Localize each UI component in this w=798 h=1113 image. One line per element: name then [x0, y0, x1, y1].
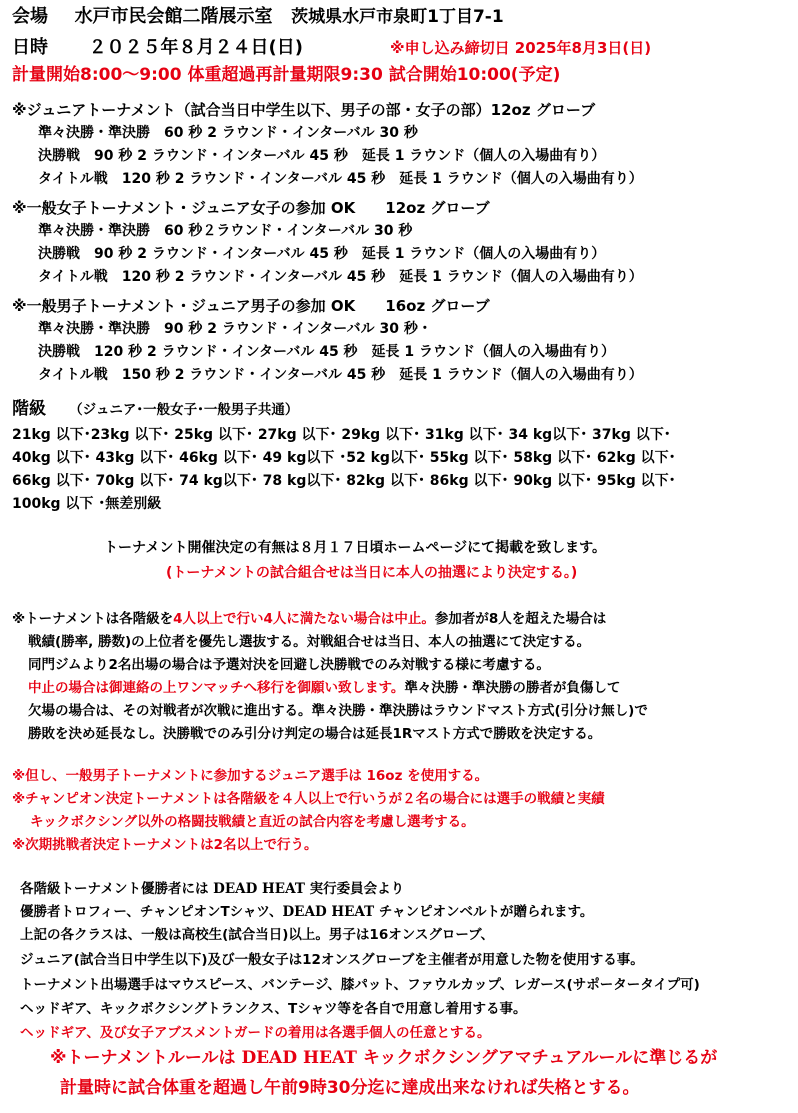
awards-line: 上記の各クラスは、一般は高校生(試合当日)以上。男子は16オンスグローブ、: [20, 927, 495, 943]
tournament-men-row: 準々決勝・準決勝 90 秒 2 ラウンド・インターバル 30 秒・: [38, 321, 432, 337]
venue-name: 水戸市民会館二階展示室: [74, 6, 273, 27]
awards-line: [20, 883, 404, 897]
weight-classes-line: 21kg 以下･23kg 以下･ 25kg 以下･ 27kg 以下･ 29kg 以下･ 31kg 以下･ 34 kg以下･ 37kg 以下･: [12, 427, 671, 443]
brand-name: DEAD HEAT: [241, 1048, 357, 1068]
awards-text: 優勝者トロフィー、チャンピオンTシャツ、: [20, 904, 283, 920]
final-rule-line: [50, 1050, 717, 1067]
tournament-junior-row: 準々決勝・準決勝 60 秒 2 ラウンド・インターバル 30 秒: [38, 125, 418, 141]
date-row: [12, 39, 303, 57]
final-text: ※トーナメントルールは: [50, 1048, 242, 1068]
note-line: ※但し、一般男子トーナメントに参加するジュニア選手は 16oz を使用する。: [12, 768, 489, 784]
rule-line: 同門ジムより2名出場の場合は予選対決を回避し決勝戦でのみ対戦する様に考慮する。: [28, 657, 550, 673]
awards-line: ジュニア(試合当日中学生以下)及び一般女子は12オンスグローブを主催者が用意した物を使用する事。: [20, 952, 644, 968]
rule-text: ※トーナメントは各階級を: [12, 611, 174, 627]
note-line: キックボクシング以外の格闘技戦績と直近の試合内容を考慮し選考する。: [30, 814, 475, 830]
weight-classes-note: （ジュニア･一般女子･一般男子共通）: [69, 402, 299, 418]
announcement-draw-note: (トーナメントの試合組合せは当日に本人の抽選により決定する。): [166, 565, 578, 581]
awards-line: トーナメント出場選手はマウスピース、バンテージ、膝パット、ファウルカップ、レガース(サポータータイプ可): [20, 977, 700, 993]
schedule: 計量開始8:00～9:00 体重超過再計量期限9:30 試合開始10:00(予定): [12, 65, 561, 85]
tournament-junior-row: タイトル戦 120 秒 2 ラウンド・インターバル 45 秒 延長 1 ラウンド（個人の入場曲有り）: [38, 171, 643, 187]
awards-text: チャンピオンベルトが贈られます。: [374, 904, 594, 920]
weight-classes-line: 66kg 以下･ 70kg 以下･ 74 kg以下･ 78 kg以下･ 82kg 以下･ 86kg 以下･ 90kg 以下･ 95kg 以下･: [12, 473, 676, 489]
awards-optional-gear: ヘッドギア、及び女子アブスメントガードの着用は各選手個人の任意とする。: [20, 1025, 491, 1041]
tournament-junior-row: 決勝戦 90 秒 2 ラウンド・インターバル 45 秒 延長 1 ラウンド（個人の入場曲有り）: [38, 148, 606, 164]
rule-line: 欠場の場合は、その対戦者が次戦に進出する。準々決勝・準決勝はラウンドマスト方式(引分け無し)で: [28, 703, 648, 719]
awards-line: ヘッドギア、キックボクシングトランクス、Tシャツ等を各自で用意し着用する事。: [20, 1001, 527, 1017]
venue-label: 会場: [12, 6, 48, 27]
tournament-women-row: タイトル戦 120 秒 2 ラウンド・インターバル 45 秒 延長 1 ラウンド（個人の入場曲有り）: [38, 269, 643, 285]
rule-line: [12, 613, 606, 627]
brand-name: DEAD HEAT: [213, 881, 305, 897]
note-line: ※次期挑戦者決定トーナメントは2名以上で行う。: [12, 837, 318, 853]
rule-text: 準々決勝・準決勝の勝者が負傷して: [404, 680, 621, 696]
final-disqualify-line: 計量時に試合体重を超過し午前9時30分迄に達成出来なければ失格とする。: [60, 1078, 640, 1098]
tournament-women-row: 準々決勝・準決勝 60 秒２ラウンド・インターバル 30 秒: [38, 223, 413, 239]
venue-row: [12, 8, 504, 26]
tournament-women-title: ※一般女子トーナメント・ジュニア女子の参加 OK 12oz グローブ: [12, 199, 490, 217]
date-label: 日時: [12, 37, 48, 58]
note-line: ※チャンピオン決定トーナメントは各階級を４人以上で行いうが２名の場合には選手の戦績と実績: [12, 791, 605, 807]
venue-address: 茨城県水戸市泉町1丁目7-1: [291, 7, 504, 27]
awards-text: 実行委員会より: [304, 881, 405, 897]
deadline: ※申し込み締切日 2025年8月3日(日): [390, 39, 652, 57]
weight-classes-line: 100kg 以下 ･無差別級: [12, 496, 162, 512]
rule-cancel-note: 4人以上で行い4人に満たない場合は中止。: [173, 611, 435, 627]
weight-classes-label: 階級: [12, 399, 46, 419]
final-text: キックボクシングアマチュアルールに準じるが: [356, 1048, 718, 1068]
tournament-men-row: タイトル戦 150 秒 2 ラウンド・インターバル 45 秒 延長 1 ラウンド（個人の入場曲有り）: [38, 367, 643, 383]
tournament-junior-title: ※ジュニアトーナメント（試合当日中学生以下、男子の部・女子の部）12oz グローブ: [12, 101, 596, 119]
tournament-women-row: 決勝戦 90 秒 2 ラウンド・インターバル 45 秒 延長 1 ラウンド（個人の入場曲有り）: [38, 246, 606, 262]
date-value: ２０２５年８月２４日(日): [88, 37, 304, 58]
weight-classes-heading: [12, 401, 298, 418]
rule-line: 勝敗を決め延長なし。決勝戦でのみ引分け判定の場合は延長1Rマスト方式で勝敗を決定する。: [28, 726, 602, 742]
awards-text: 各階級トーナメント優勝者には: [20, 881, 214, 897]
rule-onematch-note: 中止の場合は御連絡の上ワンマッチへ移行を御願い致します。: [28, 680, 405, 696]
rule-text: 参加者が8人を超えた場合は: [434, 611, 607, 627]
rule-line: 戦績(勝率, 勝数)の上位者を優先し選抜する。対戦組合せは当日、本人の抽選にて決定する。: [28, 634, 591, 650]
weight-classes-line: 40kg 以下･ 43kg 以下･ 46kg 以下･ 49 kg以下 ･52 kg以下･ 55kg 以下･ 58kg 以下･ 62kg 以下･: [12, 450, 676, 466]
tournament-men-row: 決勝戦 120 秒 2 ラウンド・インターバル 45 秒 延長 1 ラウンド（個人の入場曲有り）: [38, 344, 616, 360]
rule-line: [28, 682, 620, 696]
brand-name: DEAD HEAT: [282, 904, 375, 920]
tournament-men-title: ※一般男子トーナメント・ジュニア男子の参加 OK 16oz グローブ: [12, 297, 490, 315]
awards-line: [20, 906, 593, 920]
announcement-date: トーナメント開催決定の有無は８月１７日頃ホームページにて掲載を致します。: [104, 540, 607, 556]
